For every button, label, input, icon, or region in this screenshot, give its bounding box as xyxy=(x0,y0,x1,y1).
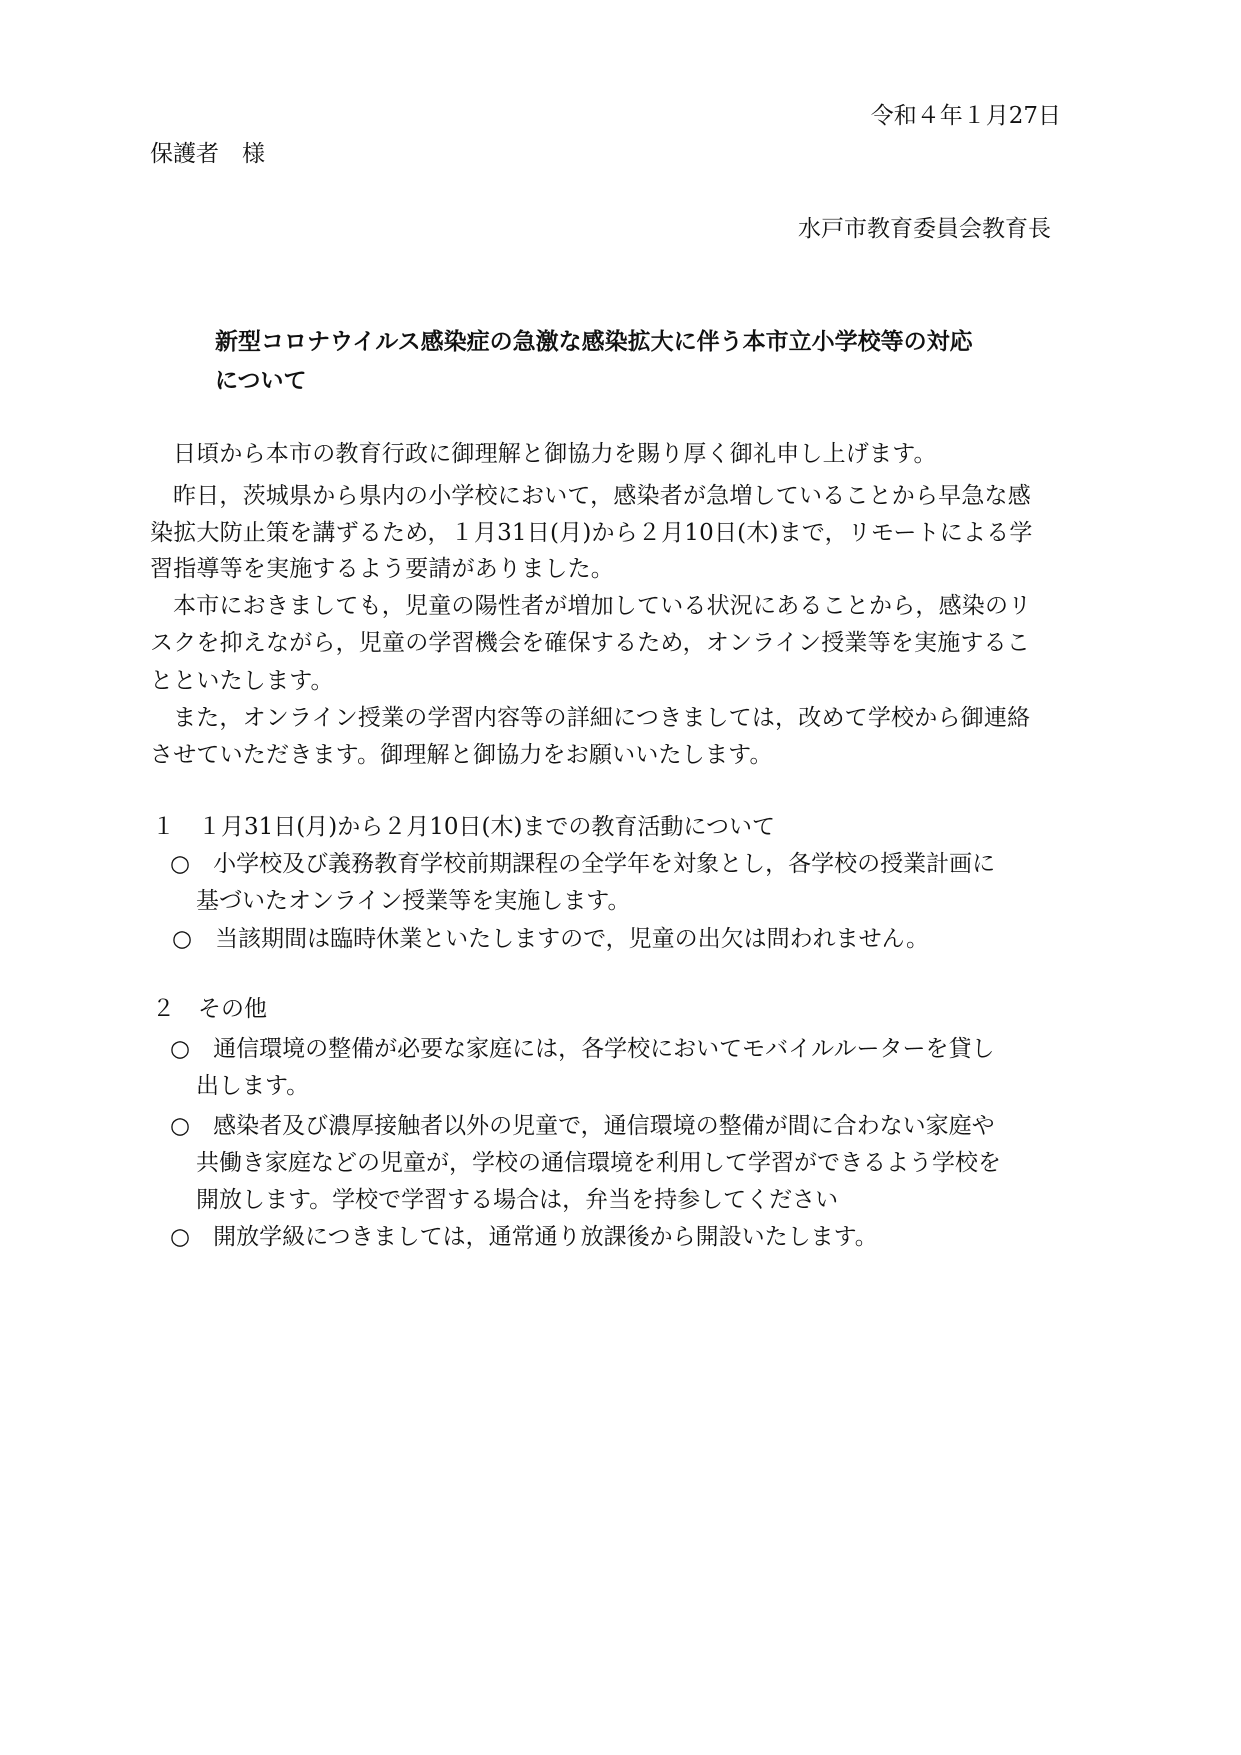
body-paragraph-line: 習指導等を実施するよう要請がありました。 xyxy=(150,556,614,582)
body-paragraph-line: 日頃から本市の教育行政に御理解と御協力を賜り厚く御礼申し上げます。 xyxy=(173,441,937,467)
document-date: 令和４年１月27日 xyxy=(870,103,1061,129)
recipient: 保護者 様 xyxy=(150,141,265,167)
section-2-item-1-line-1: ○ 通信環境の整備が必要な家庭には，各学校においてモバイルルーターを貸し xyxy=(170,1036,995,1062)
body-paragraph-line: させていただきます。御理解と御協力をお願いいたします。 xyxy=(150,742,773,768)
body-paragraph-line: また，オンライン授業の学習内容等の詳細につきましては，改めて学校から御連絡 xyxy=(173,705,1031,731)
section-2-item-2-line-1: ○ 感染者及び濃厚接触者以外の児童で，通信環境の整備が間に合わない家庭や xyxy=(170,1113,995,1139)
document-title-line-1: 新型コロナウイルス感染症の急激な感染拡大に伴う本市立小学校等の対応 xyxy=(215,329,973,355)
section-1-item-1-line-2: 基づいたオンライン授業等を実施します。 xyxy=(196,888,631,914)
body-paragraph-line: とといたします。 xyxy=(150,668,334,694)
document-title-line-2: について xyxy=(215,368,307,394)
section-1-item-2: ○ 当該期間は臨時休業といたしますので，児童の出欠は問われません。 xyxy=(172,926,929,952)
body-paragraph-line: 染拡大防止策を講ずるため，１月31日(月)から２月10日(木)まで，リモートによる学 xyxy=(150,520,1033,546)
section-heading-1: １ １月31日(月)から２月10日(木)までの教育活動について xyxy=(152,814,775,840)
body-paragraph-line: 昨日，茨城県から県内の小学校において，感染者が急増していることから早急な感 xyxy=(173,483,1031,509)
section-2-item-2-line-2: 共働き家庭などの児童が，学校の通信環境を利用して学習ができるよう学校を xyxy=(196,1150,1001,1176)
section-2-item-2-line-3: 開放します。学校で学習する場合は，弁当を持参してください xyxy=(196,1187,839,1213)
section-2-item-3: ○ 開放学級につきましては，通常通り放課後から開設いたします。 xyxy=(170,1224,878,1250)
section-1-item-1-line-1: ○ 小学校及び義務教育学校前期課程の全学年を対象とし，各学校の授業計画に xyxy=(170,851,996,877)
body-paragraph-line: スクを抑えながら，児童の学習機会を確保するため，オンライン授業等を実施するこ xyxy=(150,630,1030,656)
sender: 水戸市教育委員会教育長 xyxy=(798,216,1051,242)
body-paragraph-line: 本市におきましても，児童の陽性者が増加している状況にあることから，感染のリ xyxy=(173,593,1032,619)
section-2-item-1-line-2: 出します。 xyxy=(196,1073,310,1099)
section-heading-2: ２ その他 xyxy=(152,996,267,1022)
